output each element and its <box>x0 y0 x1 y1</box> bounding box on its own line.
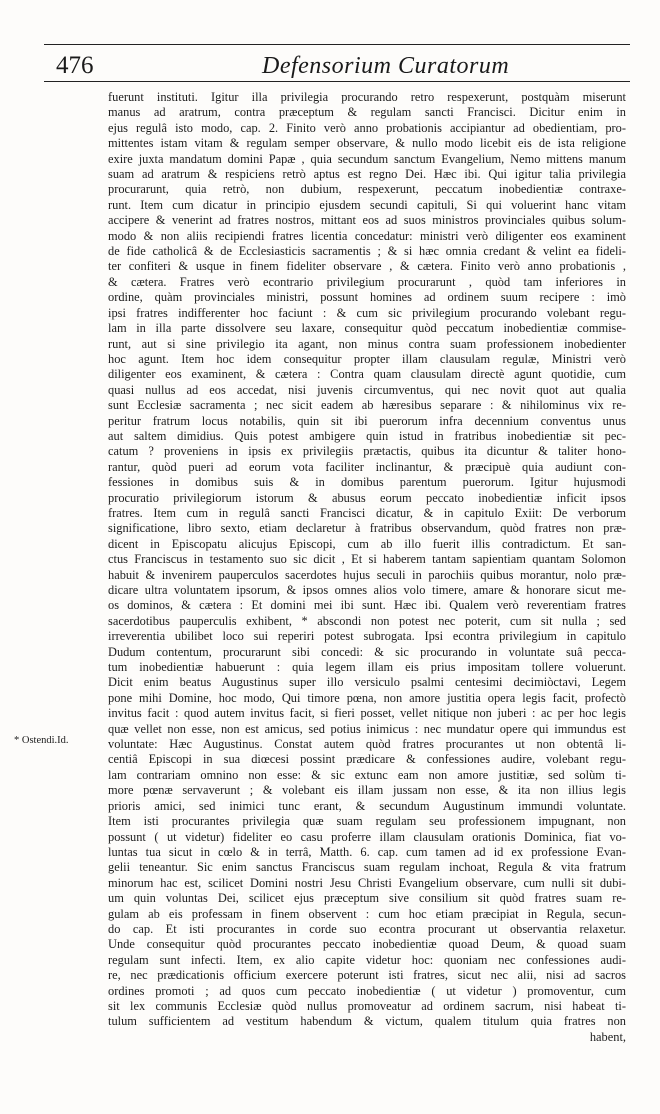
text-line: & cætera. Fratres verò econtrario privilegium procurarunt , quòd tam inferiores in <box>108 274 626 289</box>
header-rule-top <box>44 44 630 45</box>
text-line: accipere & venerint ad fratres nostros, mittant eos ad suos ministros provinciales quibus solum- <box>108 213 626 228</box>
text-line: ctus Franciscus in testamento suo sic dicit , Et si haberem tantam sapientiam quantam Solomon <box>108 552 626 567</box>
text-line: regulam sunt infecti. Item, ex alio capite videtur hoc: quoniam nec confessiones audi- <box>108 952 626 967</box>
text-line: procuratio privilegiorum istorum & abusus eorum peccato inobedientiæ inficit ipsos <box>108 490 626 505</box>
text-line: ter confiteri & usque in finem fideliter observare , & cætera. Finito verò anno probationis , <box>108 259 626 274</box>
text-line: lam contrariam omnino non esse: & sic extunc eam non amore justitiæ, sed solùm ti- <box>108 767 626 782</box>
text-line: possunt ( ut videtur) fideliter eo casu proferre illam clausulam orationis Dominica, fiat vo- <box>108 829 626 844</box>
text-line: manus ad aratrum, contra præceptum & regulam sancti Francisci. Dicitur enim in <box>108 105 626 120</box>
text-line: ordine, quàm provinciales ministri, possunt homines ad ordinem suum recipere : imò <box>108 290 626 305</box>
text-line: do cap. Et isti procurantes in corde suo econtra procurant ut observantia relaxetur. <box>108 921 626 936</box>
text-line: habuit & invenirem pauperculos sacerdotes hujus seculi in parochiis quibus morantur, nolo præ- <box>108 567 626 582</box>
text-line: Dicit enim beatus Augustinus super illo versiculo psalmi centesimi decimiòctavi, Legem <box>108 675 626 690</box>
text-line: mittentes istam vitam & regulam semper observare, & nullo modo licebit eis de ista religione <box>108 136 626 151</box>
text-line: ejus regulâ isto modo, cap. 2. Finito verò anno probationis accipiantur ad obedientiam, pro- <box>108 120 626 135</box>
text-line: suam ad aratrum & respiciens retrò aptus est regno Dei. Hæc ibi. Qui igitur talia privilegia <box>108 167 626 182</box>
body-text <box>108 90 626 1045</box>
text-line: runt, aut si sine privilegio ita agant, non minus contra suam professionem inobedienter <box>108 336 626 351</box>
text-line: significatione, libro sexto, etiam declaretur à fratribus observandum, quòd fratres non præ- <box>108 521 626 536</box>
text-line: pone mihi Domine, hoc modo, Qui timore pœna, non amore justitia opera legis facit, profectò <box>108 690 626 705</box>
running-title: Defensorium Curatorum <box>262 53 510 79</box>
text-line: sit lex communis Ecclesiæ quòd nullus promoveatur ad ordinem sacrum, nisi habeat ti- <box>108 998 626 1013</box>
text-line: catum ? proveniens in ipsis ex privilegiis prætactis, quibus ita dicuntur & taliter hono- <box>108 444 626 459</box>
text-line: prioris amici, sed inimici tunc erant, & secundum Augustinum immundi voluntate. <box>108 798 626 813</box>
text-line: quasi nullus ad eos accedat, nisi juvenis circumventus, qui nec novit quot aut qualia <box>108 382 626 397</box>
text-line: irreverentia ubilibet loco sui reperiri potest subrogata. Ipsi econtra privilegium in capitulo <box>108 629 626 644</box>
text-line: modo & non aliis recipiendi fratres licentia concedatur: ministri verò diligenter eos examinent <box>108 228 626 243</box>
text-line: aut saltem dimidius. Quis potest ambigere quin istud in fratribus inobedientiæ sit pec- <box>108 428 626 443</box>
text-line: gulam ab eis professam in finem observent : cum hoc etiam præcipiat in Regula, secun- <box>108 906 626 921</box>
text-line: ordines promoti ; ad quos cum peccato inobedientiæ ( ut videtur ) promoventur, cum <box>108 983 626 998</box>
text-line: more pœnæ servaverunt ; & volebant eis illam jussam non esse, & ita non illius legis <box>108 783 626 798</box>
text-line: centiâ Episcopi in sua diœcesi possint prædicare & confessiones audire, volebant regu- <box>108 752 626 767</box>
text-line: fratres. Item cum in regulâ sancti Francisci dicatur, & in capitulo Exiit: De verborum <box>108 505 626 520</box>
text-line: os dominos, & cætera : Et domini mei ibi sunt. Hæc ibi. Qualem verò reverentiam fratres <box>108 598 626 613</box>
text-line: rantur, quòd pueri ad eorum vota faciliter inclinantur, & præcipuè quia audiunt con- <box>108 459 626 474</box>
page-number: 476 <box>56 52 94 79</box>
text-line: hoc agunt. Item hoc idem consequitur propter illam clausulam regulæ, Ministri verò <box>108 351 626 366</box>
text-line: invitus facit : quod autem invitus facit, si fieri posset, vellet nitique non juberi : ac per hoc legis <box>108 706 626 721</box>
text-line: de fide catholicâ & de Ecclesiasticis sacramentis ; & si hæc omnia credant & velint ea fideli- <box>108 244 626 259</box>
text-line: tum inobedientiæ habuerunt : quia legem illam eis prius impositam tollere voluerunt. <box>108 660 626 675</box>
text-line: fessiones in domibus suis & in domibus parentum puerorum. Igitur hujusmodi <box>108 475 626 490</box>
text-line: ipsi fratres indifferenter hoc faciunt : & cum sic privilegium procurando volebant regu- <box>108 305 626 320</box>
text-line: Dudum contentum, procurarunt sibi concedi: & sic procurando in voluntate suâ pecca- <box>108 644 626 659</box>
text-line: Unde consequitur quòd procurantes peccato inobedientiæ quoad Deum, & quoad suam <box>108 937 626 952</box>
text-line: sunt Ecclesiæ sacramenta ; nec sicit eadem ab hæresibus separare : & nihilominus vix re- <box>108 398 626 413</box>
text-line: procurarunt, quia retrò, non dubium, respexerunt, peccatum inobedientiæ contraxe- <box>108 182 626 197</box>
text-line: peritur fratrum locus notabilis, quin sit ibi puerorum infra decennium conventus unus <box>108 413 626 428</box>
margin-note: * Ostendi.Id. <box>14 735 69 746</box>
text-line: diligenter eos examinent, & cætera : Contra quam clausulam directè agunt quotidie, cum <box>108 367 626 382</box>
text-line: minorum hac est, scilicet Domini nostri Jesu Christi Evangelium observare, cum nulli sit dubi- <box>108 875 626 890</box>
text-line: luntas tua sicut in cœlo & in terrâ, Matth. 6. cap. cum tamen ad id ex professione Evan- <box>108 844 626 859</box>
text-line: quæ vellet non esse, non est amicus, sed potius inimicus : nec mundatur opere qui immundus est <box>108 721 626 736</box>
text-line: um quin voluntas Dei, scilicet ejus præceptum sive consilium sit quòd fratres suam re- <box>108 891 626 906</box>
text-line: dicare ultra voluntatem ipsorum, & ipsos omnes alios volo timere, amare & honorare sicut me- <box>108 583 626 597</box>
text-line: Item isti procurantes privilegia quæ suam regulam seu professionem impugnant, non <box>108 814 626 829</box>
text-line: re, nec prædicationis officium exercere poterunt isti fratres, sicut nec alii, nisi ad sacros <box>108 968 626 983</box>
catchword: habent, <box>589 1029 626 1044</box>
text-line: fuerunt instituti. Igitur illa privilegia procurando retro respexerunt, postquàm miserunt <box>108 90 626 104</box>
text-line: lam in illa parte dissolvere seu laxare, consequitur quòd peccatum inobedientiæ commise- <box>108 321 626 336</box>
text-line: dicent in Episcopatu alicujus Episcopi, cum ab illo fuerit illis contradictum. Et san- <box>108 536 626 551</box>
text-line: voluntate: Hæc Augustinus. Constat autem quòd fratres procurantes ut non obtentâ li- <box>108 737 626 752</box>
text-line: gelii teneantur. Sic enim sanctus Franciscus suam regulam inchoat, Regula & vita fratrum <box>108 860 626 875</box>
text-line: exire juxta mandatum domini Papæ , quia secundum sanctum Evangelium, Nemo mittens manum <box>108 151 626 166</box>
header-rule-bottom <box>44 81 630 82</box>
text-line: sacerdotibus pauperculis exhibent, * abscondi non potest nec poterit, cum sit nulla ; sed <box>108 613 626 628</box>
text-line: tulum sufficientem ad vestitum habendum & victum, qualem titulum quia fratres non <box>108 1014 626 1029</box>
text-line: runt. Item cum dicatur in principio ejusdem secundi capituli, Si qui voluerint hanc vitam <box>108 197 626 212</box>
